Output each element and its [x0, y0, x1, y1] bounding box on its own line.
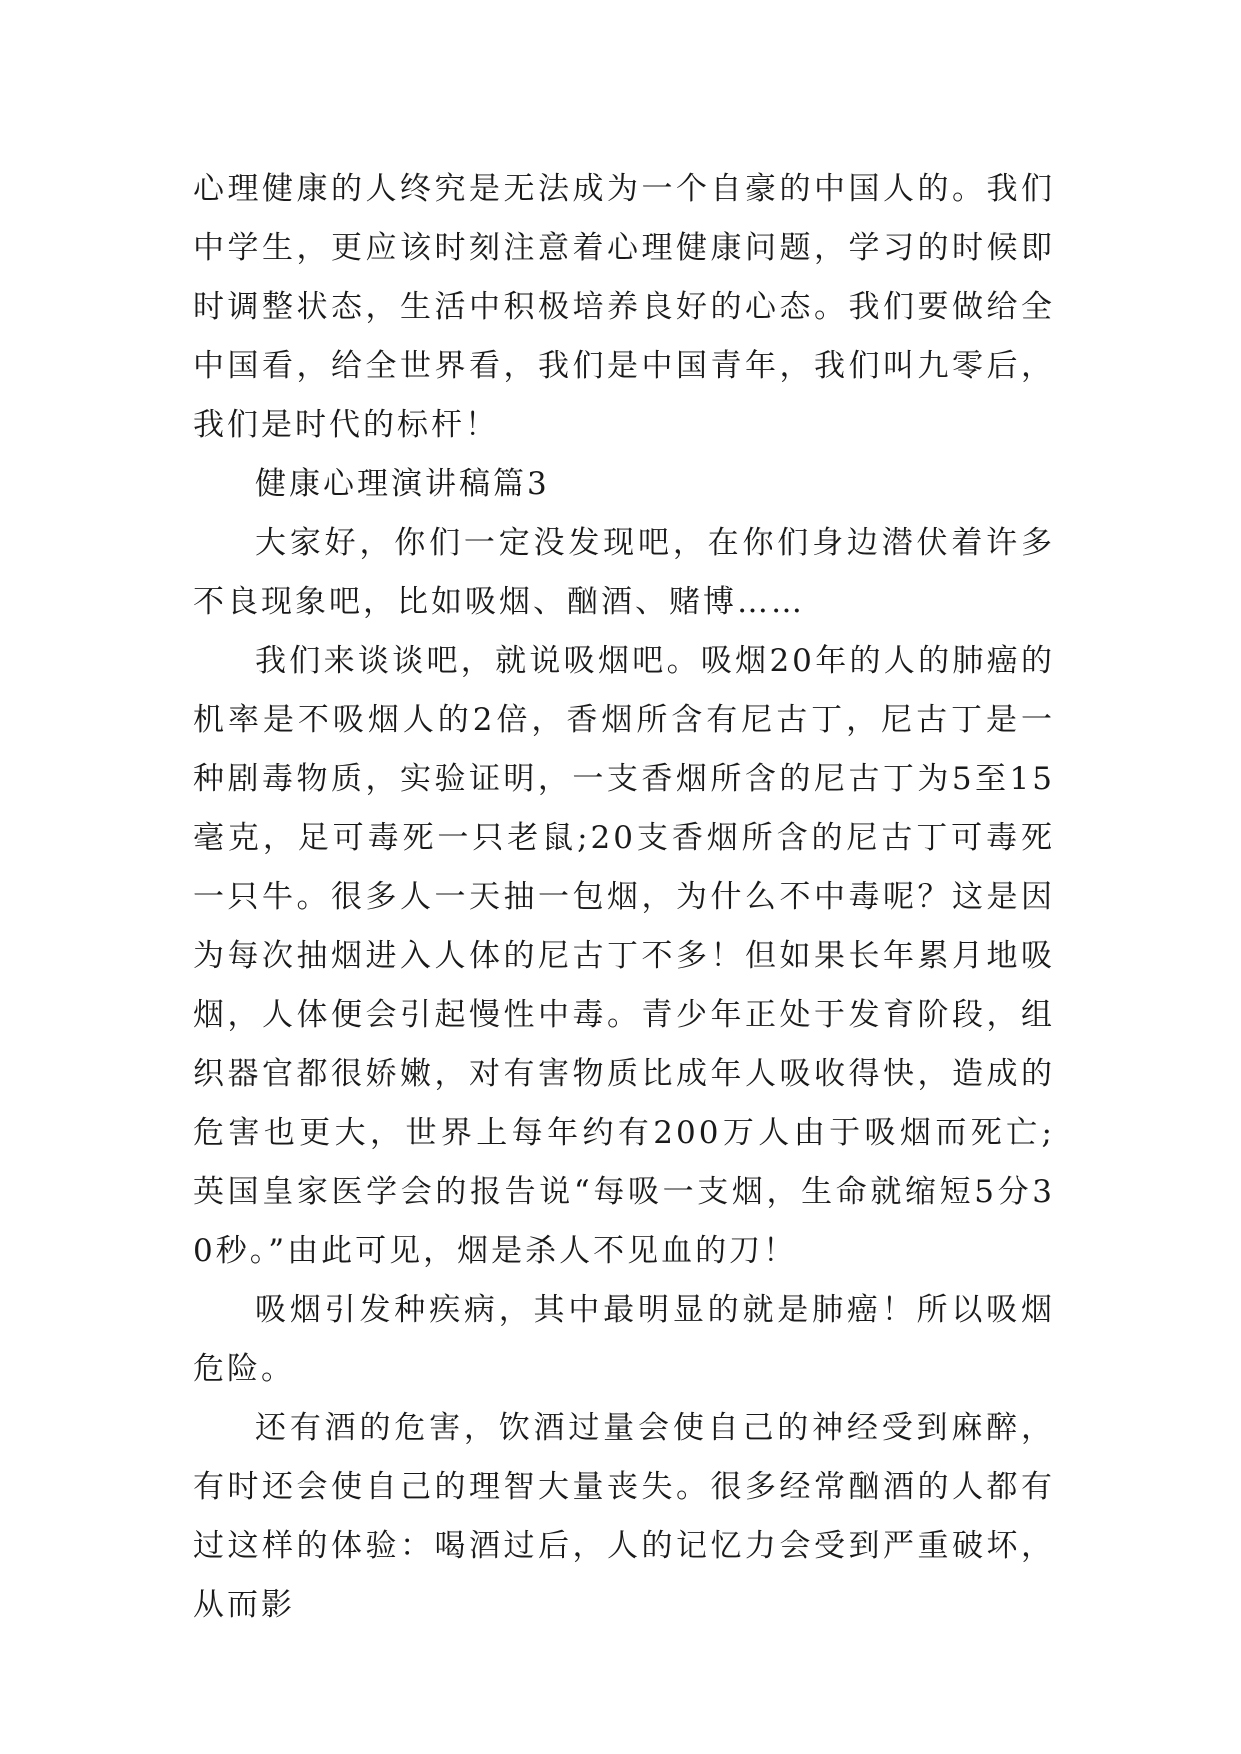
- document-page: [193, 160, 1055, 1635]
- paragraph-smoking: 我们来谈谈吧，就说吸烟吧。吸烟20年的人的肺癌的机率是不吸烟人的2倍，香烟所含有尼古丁，尼古丁是一种剧毒物质，实验证明，一支香烟所含的尼古丁为5至15毫克，足可毒死一只老鼠;20支香烟所含的尼古丁可毒死一只牛。很多人一天抽一包烟，为什么不中毒呢？这是因为每次抽烟进入人体的尼古丁不多！但如果长年累月地吸烟，人体便会引起慢性中毒。青少年正处于发育阶段，组织器官都很娇嫩，对有害物质比成年人吸收得快，造成的危害也更大，世界上每年约有200万人由于吸烟而死亡;英国皇家医学会的报告说“每吸一支烟，生命就缩短5分30秒。”由此可见，烟是杀人不见血的刀！: [193, 643, 1055, 1269]
- paragraph-alcohol: 还有酒的危害，饮酒过量会使自己的神经受到麻醉，有时还会使自己的理智大量丧失。很多经常酗酒的人都有过这样的体验：喝酒过后，人的记忆力会受到严重破坏，从而影: [193, 1410, 1055, 1623]
- section-heading: 健康心理演讲稿篇3: [255, 466, 550, 502]
- paragraph-continuation: 心理健康的人终究是无法成为一个自豪的中国人的。我们中学生，更应该时刻注意着心理健康问题，学习的时候即时调整状态，生活中积极培养良好的心态。我们要做给全中国看，给全世界看，我们是中国青年，我们叫九零后，我们是时代的标杆！: [193, 171, 1055, 443]
- paragraph-smoking-summary: 吸烟引发种疾病，其中最明显的就是肺癌！所以吸烟危险。: [193, 1292, 1055, 1387]
- paragraph-greeting: 大家好，你们一定没发现吧，在你们身边潜伏着许多不良现象吧，比如吸烟、酗酒、赌博……: [193, 525, 1055, 620]
